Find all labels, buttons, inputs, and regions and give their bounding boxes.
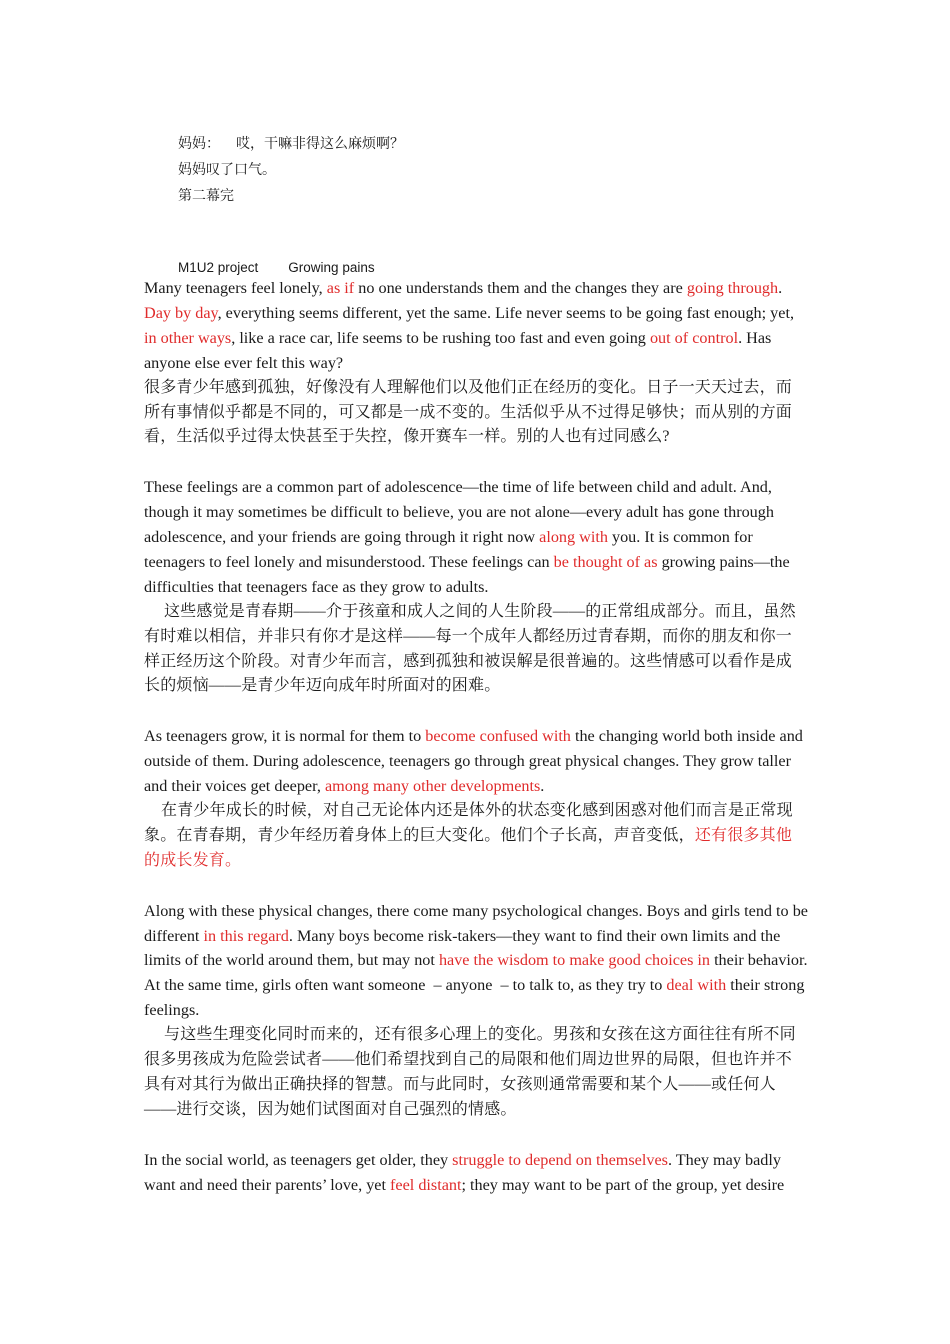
highlight-phrase: in other ways bbox=[144, 328, 232, 347]
text-run: growing pains—the difficulties that teenagers face as they grow to adults. bbox=[144, 552, 790, 596]
highlight-phrase: as if bbox=[326, 279, 355, 297]
highlight-phrase: going through bbox=[686, 279, 779, 297]
text-run: their behavior. At the same time, girls often want someone – anyone – to talk to, as they try to bbox=[144, 951, 808, 995]
text-run: These feelings are a common part of adolescence—the time of life between child and adult. And, though it may sometimes be difficult to believe, you are not alone—every adult has gone through adolescence, and your friends are going through it right now bbox=[144, 478, 774, 547]
highlight-phrase: out of control bbox=[649, 328, 739, 347]
highlight-phrase: struggle to depend on themselves bbox=[452, 1150, 668, 1169]
highlight-phrase: Day by day bbox=[144, 303, 218, 322]
highlight-phrase: along with bbox=[539, 528, 608, 547]
text-run: ; they may want to be part of the group, yet desire bbox=[461, 1175, 785, 1194]
unit-code: M1U2 project bbox=[178, 260, 259, 275]
text-run: In the social world, as teenagers get older, they bbox=[144, 1150, 453, 1169]
text-run: 在青少年成长的时候，对自己无论体内还是体外的状态变化感到困惑对他们而言是正常现象。在青春期，青少年经历着身体上的巨大变化。他们个子长高，声音变低， bbox=[144, 802, 793, 844]
speaker-label: 妈妈： bbox=[178, 137, 220, 152]
text-run: . Has anyone else ever felt this way? bbox=[144, 328, 772, 372]
text-run: . bbox=[778, 279, 783, 297]
text-run: , like a race car, life seems to be rushing too fast and even going bbox=[231, 328, 650, 347]
text-run: . They may badly want and need their parents’ love, yet bbox=[144, 1150, 781, 1194]
text-run: the changing world both inside and outside of them. During adolescence, teenagers go through great physical changes. They grow taller and their voices get deeper, bbox=[144, 727, 803, 796]
article-body bbox=[144, 276, 808, 1197]
paragraph-2-en bbox=[144, 475, 808, 600]
paragraph-3-cn bbox=[144, 799, 808, 874]
paragraph-3-en bbox=[144, 724, 808, 799]
text-run: . Many boys become risk-takers—they want to find their own limits and the limits of the world around them, but may not bbox=[144, 926, 781, 970]
play-dialog bbox=[178, 132, 404, 210]
highlight-phrase: among many other developments bbox=[324, 777, 541, 796]
highlight-phrase: become confused with bbox=[425, 727, 571, 746]
text-run: , everything seems different, yet the same. Life never seems to be going fast enough; yet, bbox=[217, 303, 795, 322]
paragraph-1-cn: 很多青少年感到孤独，好像没有人理解他们以及他们正在经历的变化。日子一天天过去，而所有事情似乎都是不同的，可又都是一成不变的。生活似乎从不过得足够快；而从别的方面看，生活似乎过得太快甚至于失控，像开赛车一样。别的人也有过同感么? bbox=[144, 378, 793, 446]
stage-direction: 妈妈叹了口气。 bbox=[178, 163, 276, 178]
paragraph-1-en bbox=[144, 276, 808, 376]
dialog-text: 哎，干嘛非得这么麻烦啊？ bbox=[236, 137, 404, 152]
highlight-phrase: have the wisdom to make good choices in bbox=[438, 951, 711, 970]
highlight-phrase: feel distant bbox=[390, 1175, 462, 1194]
text-run: . bbox=[540, 777, 545, 796]
paragraph-4-en bbox=[144, 899, 808, 1024]
text-run: no one understands them and the changes they are bbox=[354, 279, 687, 297]
text-run: As teenagers grow, it is normal for them to bbox=[144, 727, 426, 746]
section-title: Growing pains bbox=[288, 260, 375, 275]
highlight-phrase: 还有很多其他的成长发育。 bbox=[144, 826, 793, 869]
section-heading bbox=[178, 259, 375, 277]
paragraph-2-cn: 这些感觉是青春期——介于孩童和成人之间的人生阶段——的正常组成部分。而且，虽然有时难以相信，并非只有你才是这样——每一个成年人都经历过青春期，而你的朋友和你一样正经历这个阶段。对青少年而言，感到孤独和被误解是很普遍的。这些情感可以看作是成长的烦恼——是青少年迈向成年时所面对的困难。 bbox=[144, 602, 796, 695]
text-run: Many teenagers feel lonely, bbox=[144, 279, 327, 297]
dialog-line bbox=[178, 132, 404, 158]
text-run: you. It is common for teenagers to feel lonely and misunderstood. These feelings can bbox=[144, 528, 753, 571]
scene-end: 第二幕完 bbox=[178, 189, 234, 204]
paragraph-4-cn: 与这些生理变化同时而来的，还有很多心理上的变化。男孩和女孩在这方面往往有所不同很多男孩成为危险尝试者——他们希望找到自己的局限和他们周边世界的局限，但也许并不具有对其行为做出正确抉择的智慧。而与此同时，女孩则通常需要和某个人——或任何人——进行交谈，因为她们试图面对自己强烈的情感。 bbox=[144, 1026, 796, 1118]
text-run: their strong feelings. bbox=[144, 976, 805, 1020]
text-run: Along with these physical changes, there come many psychological changes. Boys and girls tend to be different bbox=[144, 901, 808, 945]
highlight-phrase: deal with bbox=[666, 976, 727, 995]
highlight-phrase: in this regard bbox=[203, 926, 289, 945]
paragraph-5-en bbox=[144, 1148, 808, 1198]
highlight-phrase: be thought of as bbox=[553, 552, 658, 571]
